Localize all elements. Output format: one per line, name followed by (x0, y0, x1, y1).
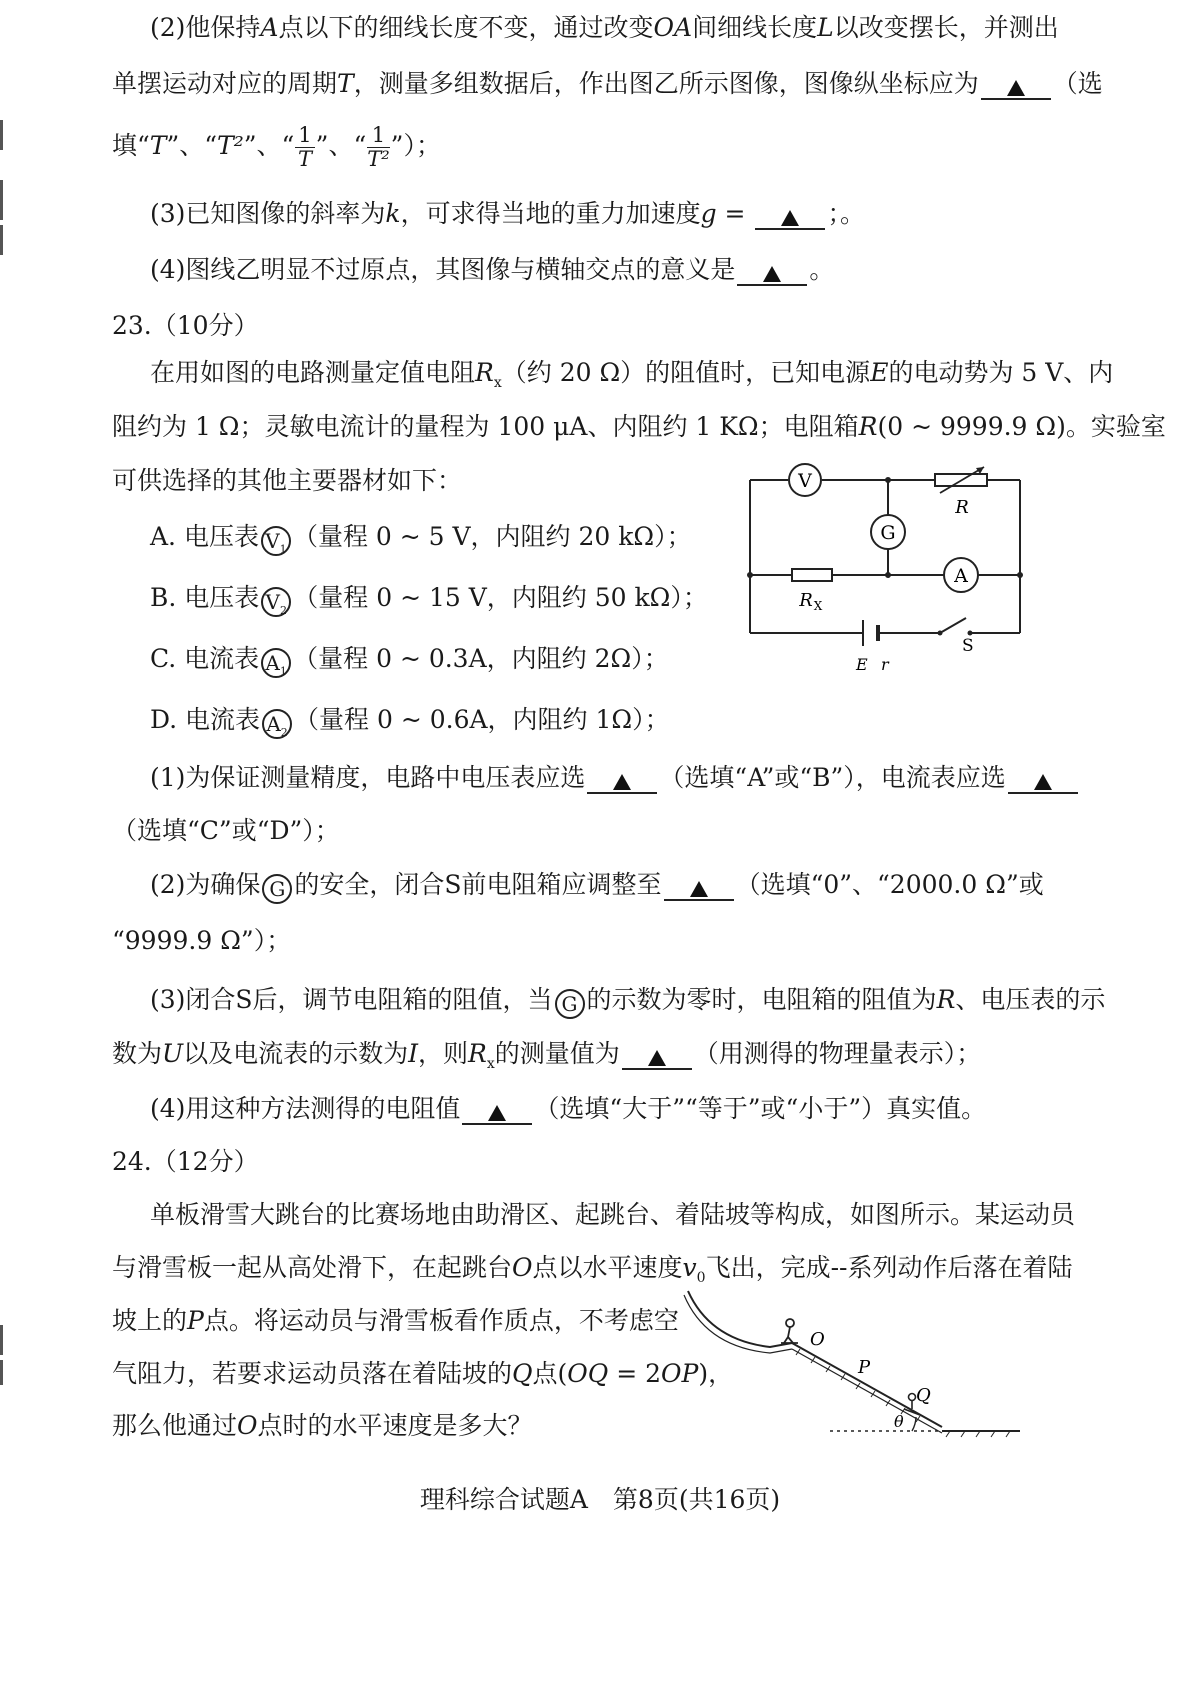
answer-blank[interactable] (1008, 766, 1078, 794)
svg-text:r: r (881, 655, 889, 674)
margin-mark (0, 225, 3, 255)
q23-option-b: B. 电压表 $V_2$ （量程 0 ~ 15 V，内阻约 50 kΩ）； (150, 583, 708, 617)
q22-part4: (4)图线乙明显不过原点，其图像与横轴交点的意义是 。 (150, 255, 835, 284)
q23-option-d: D. 电流表 $A_2$ （量程 0 ~ 0.6A，内阻约 1Ω）； (150, 705, 670, 739)
answer-blank[interactable] (587, 766, 657, 794)
answer-blank[interactable] (664, 873, 734, 901)
svg-text:R: R (799, 590, 813, 611)
ammeter-icon (944, 558, 978, 592)
resistance-box-icon (935, 467, 987, 518)
answer-blank[interactable] (622, 1042, 692, 1070)
voltmeter-symbol: $V_2$ (261, 587, 291, 617)
answer-blank[interactable] (755, 202, 825, 230)
triangle-icon (1034, 774, 1052, 790)
galvanometer-icon (871, 515, 905, 549)
q23-sub3-line1: (3)闭合S后，调节电阻箱的阻值，当 G 的示数为零时，电阻箱的阻值为R、电压表的示 (150, 984, 1105, 1019)
q24-heading: 24.（12分） (112, 1147, 259, 1176)
svg-text:O: O (810, 1329, 825, 1350)
skier-icon (781, 1319, 798, 1343)
galvanometer-symbol: G (555, 989, 585, 1019)
margin-mark (0, 1360, 3, 1385)
svg-text:G: G (880, 522, 896, 544)
fraction: $\frac{1}{T}$ (295, 124, 314, 171)
svg-text:E: E (856, 655, 868, 674)
ammeter-symbol: $A_2$ (262, 709, 292, 739)
q23-sub1-line1: (1)为保证测量精度，电路中电压表应选 （选填“A”或“B”），电流表应选 (150, 762, 1080, 795)
switch-icon (938, 618, 974, 656)
battery-icon (863, 620, 878, 646)
q24-line2: 与滑雪板一起从高处滑下，在起跳台O点以水平速度$v_0$飞出，完成--系列动作后落在着陆 (112, 1253, 1073, 1286)
junction-dot (747, 572, 753, 578)
q23-sub1-line2: （选填“C”或“D”）； (112, 816, 340, 845)
answer-blank[interactable] (737, 258, 807, 286)
q24-line5: 那么他通过O点时的水平速度是多大？ (112, 1411, 533, 1440)
q22-part3: (3)已知图像的斜率为k，可求得当地的重力加速度g = ；。 (150, 199, 865, 228)
svg-text:P: P (858, 1357, 871, 1378)
q23-sub2-line1: (2)为确保 G 的安全，闭合S前电阻箱应调整至 （选填“0”、“2000.0 Ω”或 (150, 869, 1044, 904)
ammeter-symbol: $A_1$ (261, 648, 291, 678)
ski-jump-diagram (680, 1285, 1040, 1455)
margin-mark (0, 180, 3, 220)
junction-dot (885, 477, 891, 483)
margin-mark (0, 1325, 3, 1355)
circuit-diagram (740, 455, 1040, 685)
q23-sub3-line2: 数为U以及电流表的示数为I，则$R_x$的测量值为 （用测得的物理量表示）； (112, 1039, 982, 1072)
triangle-icon (763, 266, 781, 282)
triangle-icon (1007, 80, 1025, 96)
q23-intro-line2: 阻约为 1 Ω；灵敏电流计的量程为 100 μA、内阻约 1 KΩ；电阻箱R(0 ~ 9999.9 Ω)。实验室 (112, 412, 1166, 441)
q23-option-c: C. 电流表 $A_1$ （量程 0 ~ 0.3A，内阻约 2Ω）； (150, 644, 669, 678)
answer-blank[interactable] (981, 72, 1051, 100)
q24-line1: 单板滑雪大跳台的比赛场地由助滑区、起跳台、着陆坡等构成，如图所示。某运动员 (150, 1200, 1076, 1229)
triangle-icon (690, 881, 708, 897)
resistor-rx-icon (792, 569, 832, 613)
voltmeter-symbol: $V_1$ (261, 526, 291, 556)
fraction: $\frac{1}{\text{T²}}$ (367, 123, 390, 172)
q23-intro-line3: 可供选择的其他主要器材如下： (112, 466, 463, 495)
q22-part2-line3: 填“T”、“T²”、“ $\frac{1}{T}$ ”、“ $\frac{1}{\text{T²}}$ ”）； (112, 123, 441, 172)
answer-blank[interactable] (462, 1097, 532, 1125)
galvanometer-symbol: G (262, 874, 292, 904)
junction-dot (885, 572, 891, 578)
svg-text:S: S (962, 636, 974, 656)
q23-heading: 23.（10分） (112, 311, 259, 340)
voltmeter-icon (789, 464, 821, 496)
svg-text:R: R (955, 497, 969, 518)
q23-intro-line1: 在用如图的电路测量定值电阻$R_x$（约 20 Ω）的阻值时，已知电源E的电动势为 5 V、内 (150, 358, 1114, 391)
svg-text:θ: θ (894, 1412, 904, 1431)
svg-text:Q: Q (916, 1385, 931, 1406)
margin-mark (0, 120, 3, 150)
q22-part2-line2: 单摆运动对应的周期T，测量多组数据后，作出图乙所示图像，图像纵坐标应为 （选 (112, 69, 1103, 98)
q23-sub2-line2: “9999.9 Ω”）； (112, 926, 292, 955)
svg-text:V: V (798, 470, 812, 492)
triangle-icon (648, 1050, 666, 1066)
q24-line3: 坡上的P点。将运动员与滑雪板看作质点，不考虑空 (112, 1306, 679, 1335)
svg-text:X: X (813, 599, 823, 613)
q23-sub4: (4)用这种方法测得的电阻值 （选填“大于”“等于”或“小于”）真实值。 (150, 1094, 987, 1123)
q24-line4: 气阻力，若要求运动员落在着陆坡的Q点(OQ = 2OP)， (112, 1359, 734, 1388)
junction-dot (1017, 572, 1023, 578)
triangle-icon (781, 210, 799, 226)
triangle-icon (613, 774, 631, 790)
page-footer: 理科综合试题A 第8页(共16页) (419, 1485, 781, 1514)
svg-text:A: A (954, 565, 968, 587)
q22-part2-line1: (2)他保持A点以下的细线长度不变，通过改变OA间细线长度L以改变摆长，并测出 (150, 13, 1059, 42)
triangle-icon (488, 1105, 506, 1121)
q23-option-a: A. 电压表 $V_1$ （量程 0 ~ 5 V，内阻约 20 kΩ）； (150, 522, 692, 556)
